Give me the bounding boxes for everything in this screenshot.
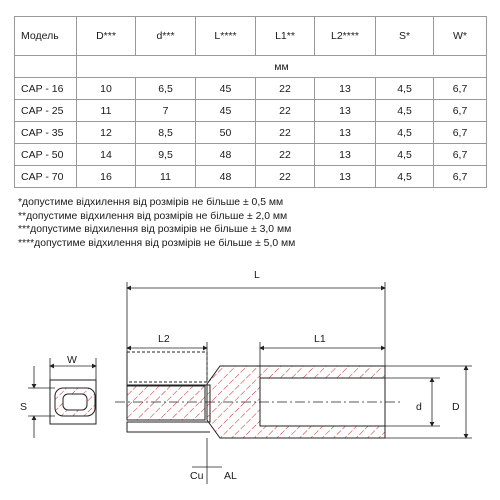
table-cell: 13 — [315, 144, 376, 166]
table-row — [15, 100, 487, 122]
header-L: L**** — [196, 17, 256, 56]
table-cell: 6,7 — [434, 78, 487, 100]
end-view-bore — [63, 394, 87, 410]
unit-cell: мм — [77, 56, 487, 78]
header-L2: L2**** — [315, 17, 376, 56]
table-cell: 13 — [315, 166, 376, 188]
model-cell: CAP - 35 — [15, 122, 77, 144]
note-line: ***допустиме відхилення від розмірів не більше ± 3,0 мм — [18, 224, 292, 236]
label-D: D — [452, 401, 460, 413]
label-S: S — [20, 401, 28, 413]
model-cell: CAP - 25 — [15, 100, 77, 122]
table-cell: 45 — [196, 78, 256, 100]
table-cell: 16 — [77, 166, 136, 188]
table-row — [15, 144, 487, 166]
table-cell: 8,5 — [136, 122, 196, 144]
header-row — [15, 17, 487, 56]
copper-tongue — [127, 386, 205, 420]
table-cell: 13 — [315, 100, 376, 122]
table-cell: 6,5 — [136, 78, 196, 100]
table-cell: 11 — [136, 166, 196, 188]
spec-table — [14, 16, 487, 188]
table-cell: 22 — [256, 78, 315, 100]
model-cell: CAP - 70 — [15, 166, 77, 188]
table-cell: 6,7 — [434, 122, 487, 144]
label-d: d — [416, 401, 422, 413]
table-cell: 22 — [256, 166, 315, 188]
model-cell: CAP - 16 — [15, 78, 77, 100]
header-S: S* — [376, 17, 434, 56]
unit-row-blank — [15, 56, 77, 78]
tongue-flat — [127, 352, 207, 382]
table-row — [15, 122, 487, 144]
table-row — [15, 78, 487, 100]
table-cell: 4,5 — [376, 144, 434, 166]
table-cell: 9,5 — [136, 144, 196, 166]
label-L2: L2 — [158, 333, 170, 345]
tolerance-notes — [18, 196, 295, 250]
table-cell: 50 — [196, 122, 256, 144]
label-W: W — [67, 354, 77, 366]
model-cell: CAP - 50 — [15, 144, 77, 166]
lug-technical-drawing — [0, 262, 500, 500]
table-cell: 45 — [196, 100, 256, 122]
unit-row — [15, 56, 487, 78]
table-cell: 22 — [256, 122, 315, 144]
table-cell: 14 — [77, 144, 136, 166]
table-cell: 13 — [315, 78, 376, 100]
label-Cu: Cu — [190, 470, 204, 482]
table-row — [15, 166, 487, 188]
header-model: Модель — [15, 17, 77, 56]
note-line: ****допустиме відхилення від розмірів не більше ± 5,0 мм — [18, 237, 296, 249]
side-view — [115, 352, 400, 484]
note-line: **допустиме відхилення від розмірів не більше ± 2,0 мм — [18, 210, 288, 222]
label-L: L — [254, 269, 260, 281]
dimension-L2 — [127, 333, 207, 382]
table-cell: 11 — [77, 100, 136, 122]
table-cell: 13 — [315, 122, 376, 144]
end-view — [20, 354, 96, 438]
table-cell: 4,5 — [376, 166, 434, 188]
table-cell: 48 — [196, 144, 256, 166]
table-cell: 48 — [196, 166, 256, 188]
table-cell: 6,7 — [434, 166, 487, 188]
note-line: *допустиме відхилення від розмірів не більше ± 0,5 мм — [18, 197, 284, 208]
label-L1: L1 — [314, 333, 326, 345]
table-cell: 6,7 — [434, 144, 487, 166]
table-cell: 12 — [77, 122, 136, 144]
table-cell: 22 — [256, 100, 315, 122]
table-cell: 4,5 — [376, 122, 434, 144]
header-W: W* — [434, 17, 487, 56]
table-cell: 7 — [136, 100, 196, 122]
table-cell: 22 — [256, 144, 315, 166]
table-cell: 4,5 — [376, 78, 434, 100]
table-cell: 10 — [77, 78, 136, 100]
header-L1: L1** — [256, 17, 315, 56]
label-AL: AL — [224, 470, 237, 482]
header-D: D*** — [77, 17, 136, 56]
header-d: d*** — [136, 17, 196, 56]
dimension-L — [127, 269, 385, 366]
table-cell: 4,5 — [376, 100, 434, 122]
table-cell: 6,7 — [434, 100, 487, 122]
